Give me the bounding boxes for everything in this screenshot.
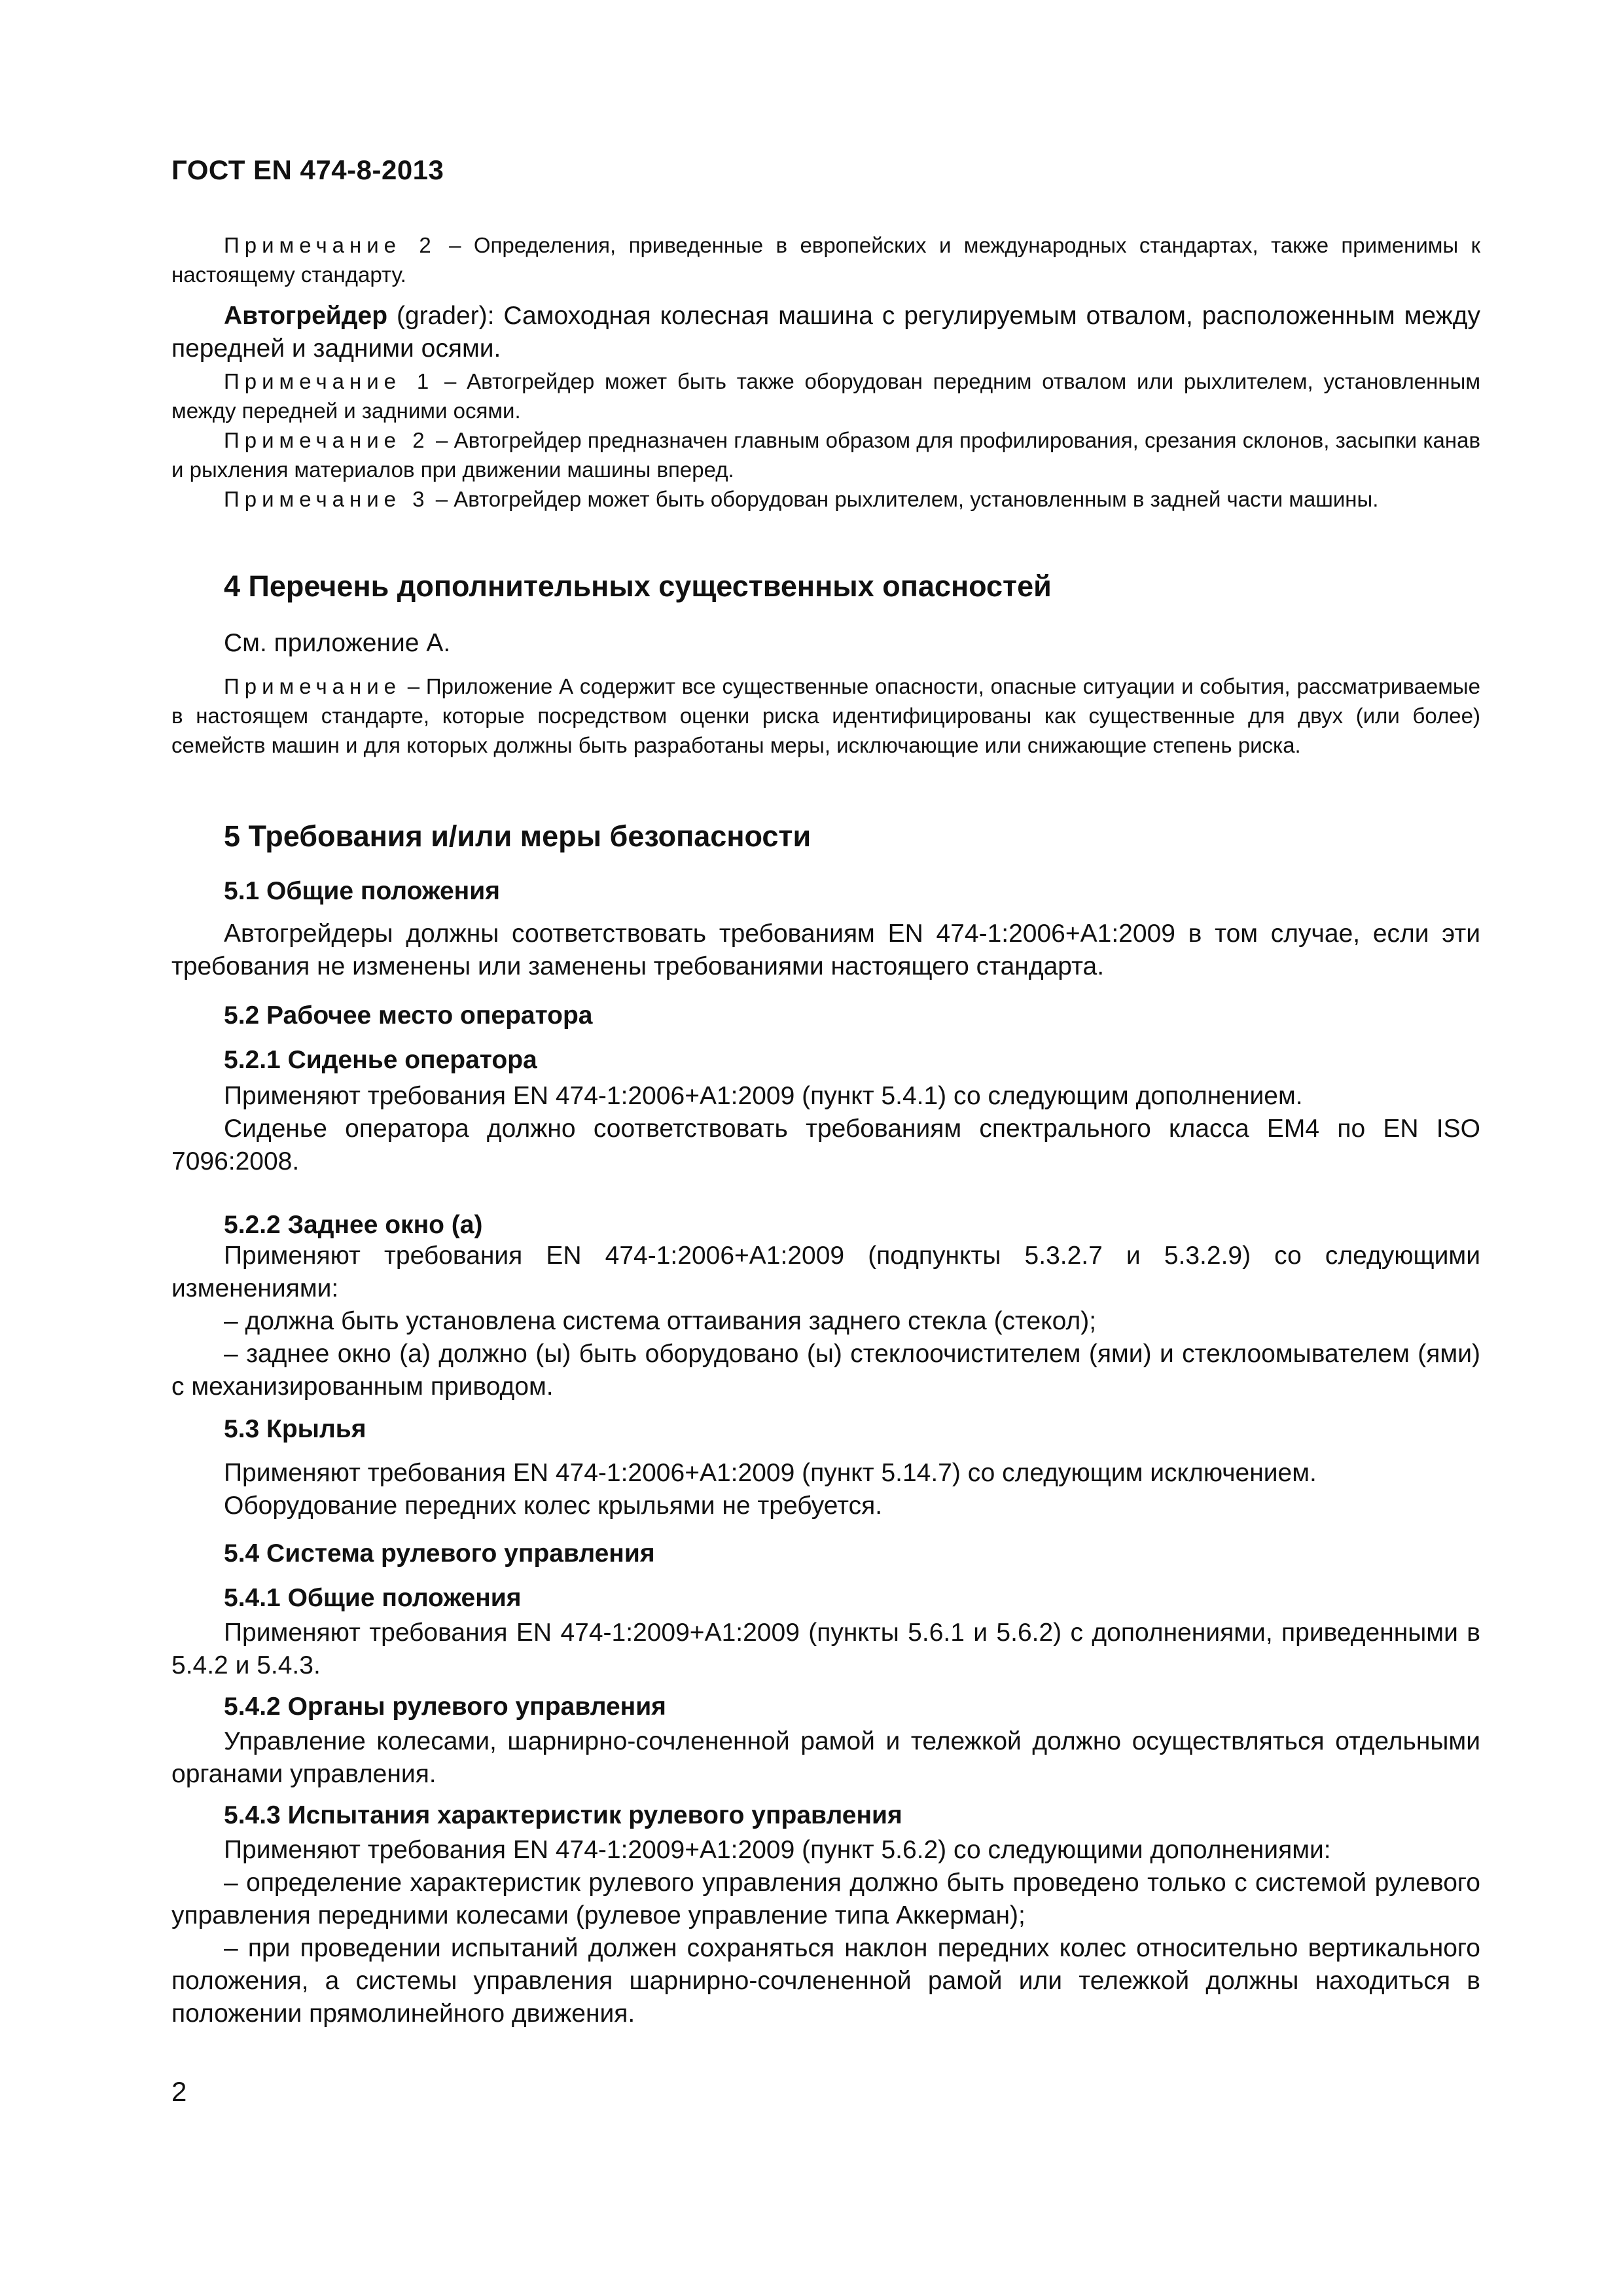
section-5-2-1 [171,1046,1480,1075]
section-5-2-2 [171,1211,1480,1240]
section-4-note-label: Примечание [224,674,402,698]
definitions-note [171,230,1480,289]
section-5-1-body [171,918,1480,983]
section-5-4-2-p1: Управление колесами, шарнирно-сочлененной рамой и тележкой должно осуществляться отдельными органами управления. [171,1727,1480,1788]
section-5-3 [171,1415,1480,1444]
section-5-4-1-body [171,1617,1480,1682]
section-5-4-3 [171,1801,1480,1830]
section-4-note [171,672,1480,760]
section-4-body [171,627,1480,660]
document-header: ГОСТ EN 474-8-2013 [171,154,444,185]
section-5-4-2-body [171,1725,1480,1791]
section-5-2-2-p3: – заднее окно (а) должно (ы) быть оборудовано (ы) стеклоочистителем (ями) и стеклоомывателем (ями) с механизированным приводом. [171,1340,1480,1401]
section-4-text: См. приложение А. [224,629,451,657]
section-5-2-2-p2: – должна быть установлена система оттаивания заднего стекла (стекол); [224,1307,1097,1335]
grader-definition [171,300,1480,365]
section-5-4-1-title: 5.4.1 Общие положения [224,1584,522,1612]
section-5-4-2 [171,1693,1480,1721]
note-label: Примечание 2 [224,233,437,257]
term-grader: Автогрейдер [224,302,388,330]
grader-definition-text: (grader): Самоходная колесная машина с регулируемым отвалом, расположенным между передней и задними осями. [171,302,1480,363]
section-5-4-3-body [171,1834,1480,2030]
section-5 [171,819,1480,853]
section-5-4-3-p1: Применяют требования EN 474-1:2009+A1:2009 (пункт 5.6.2) со следующими дополнениями: [224,1836,1331,1864]
section-5-2-title: 5.2 Рабочее место оператора [224,1001,593,1030]
section-4-note-text: – Приложение А содержит все существенные опасности, опасные ситуации и события, рассматриваемые в настоящем стандарте, которые посредством оценки риска идентифицированы как существенные для двух (или более) семейств машин и для которых должны быть разработаны меры, исключающие или снижающие степень риска. [171,674,1480,757]
section-5-4-3-p2: – определение характеристик рулевого управления должно быть проведено только с системой рулевого управления передними колесами (рулевое управление типа Аккерман); [171,1869,1480,1929]
section-5-1-title: 5.1 Общие положения [224,877,500,905]
section-5-3-p1: Применяют требования EN 474-1:2006+A1:2009 (пункт 5.14.7) со следующим исключением. [224,1459,1317,1487]
section-5-2 [171,1001,1480,1030]
section-5-4-3-p3: – при проведении испытаний должен сохраняться наклон передних колес относительно вертикального положения, а системы управления шарнирно-сочлененной рамой или тележкой должны находиться в положении прямолинейного движения. [171,1934,1480,2028]
grader-note-3: Примечание 3 – Автогрейдер может быть оборудован рыхлителем, установленным в задней части машины. [224,487,1379,511]
grader-notes [171,367,1480,514]
section-5-3-p2: Оборудование передних колес крыльями не требуется. [224,1492,883,1520]
section-5-4-3-title: 5.4.3 Испытания характеристик рулевого управления [224,1801,902,1829]
grader-note-2: Примечание 2 – Автогрейдер предназначен главным образом для профилирования, срезания склонов, засыпки канав и рыхления материалов при движении машины вперед. [171,428,1481,482]
section-4-title: 4 Перечень дополнительных существенных опасностей [224,569,1052,603]
section-5-2-1-p2: Сиденье оператора должно соответствовать требованиям спектрального класса ЕМ4 по EN ISO 7096:2008. [171,1115,1480,1175]
section-5-1 [171,877,1480,906]
section-5-2-2-body [171,1240,1480,1403]
section-5-4-1 [171,1584,1480,1613]
section-5-4 [171,1539,1480,1568]
section-4 [171,569,1480,603]
section-5-2-1-title: 5.2.1 Сиденье оператора [224,1046,537,1074]
section-5-4-1-p1: Применяют требования EN 474-1:2009+A1:2009 (пункты 5.6.1 и 5.6.2) с дополнениями, приведенными в 5.4.2 и 5.4.3. [171,1619,1480,1679]
section-5-2-1-p1: Применяют требования EN 474-1:2006+A1:2009 (пункт 5.4.1) со следующим дополнением. [224,1082,1303,1110]
note-text: – Определения, приведенные в европейских и международных стандартах, также применимы к настоящему стандарту. [171,233,1481,287]
section-5-2-1-body [171,1080,1480,1178]
section-5-1-text: Автогрейдеры должны соответствовать требованиям EN 474-1:2006+A1:2009 в том случае, если эти требования не изменены или заменены требованиями настоящего стандарта. [171,920,1480,980]
section-5-4-2-title: 5.4.2 Органы рулевого управления [224,1693,666,1721]
section-5-3-body [171,1457,1480,1522]
grader-note-1: Примечание 1 – Автогрейдер может быть также оборудован передним отвалом или рыхлителем, установленным между передней и задними осями. [171,369,1481,423]
section-5-2-2-title: 5.2.2 Заднее окно (а) [224,1211,483,1239]
section-5-2-2-p1: Применяют требования EN 474-1:2006+A1:2009 (подпункты 5.3.2.7 и 5.3.2.9) со следующими изменениями: [171,1242,1480,1302]
page-number: 2 [171,2076,187,2107]
section-5-3-title: 5.3 Крылья [224,1415,366,1443]
section-5-4-title: 5.4 Система рулевого управления [224,1539,655,1568]
section-5-title: 5 Требования и/или меры безопасности [224,819,812,853]
